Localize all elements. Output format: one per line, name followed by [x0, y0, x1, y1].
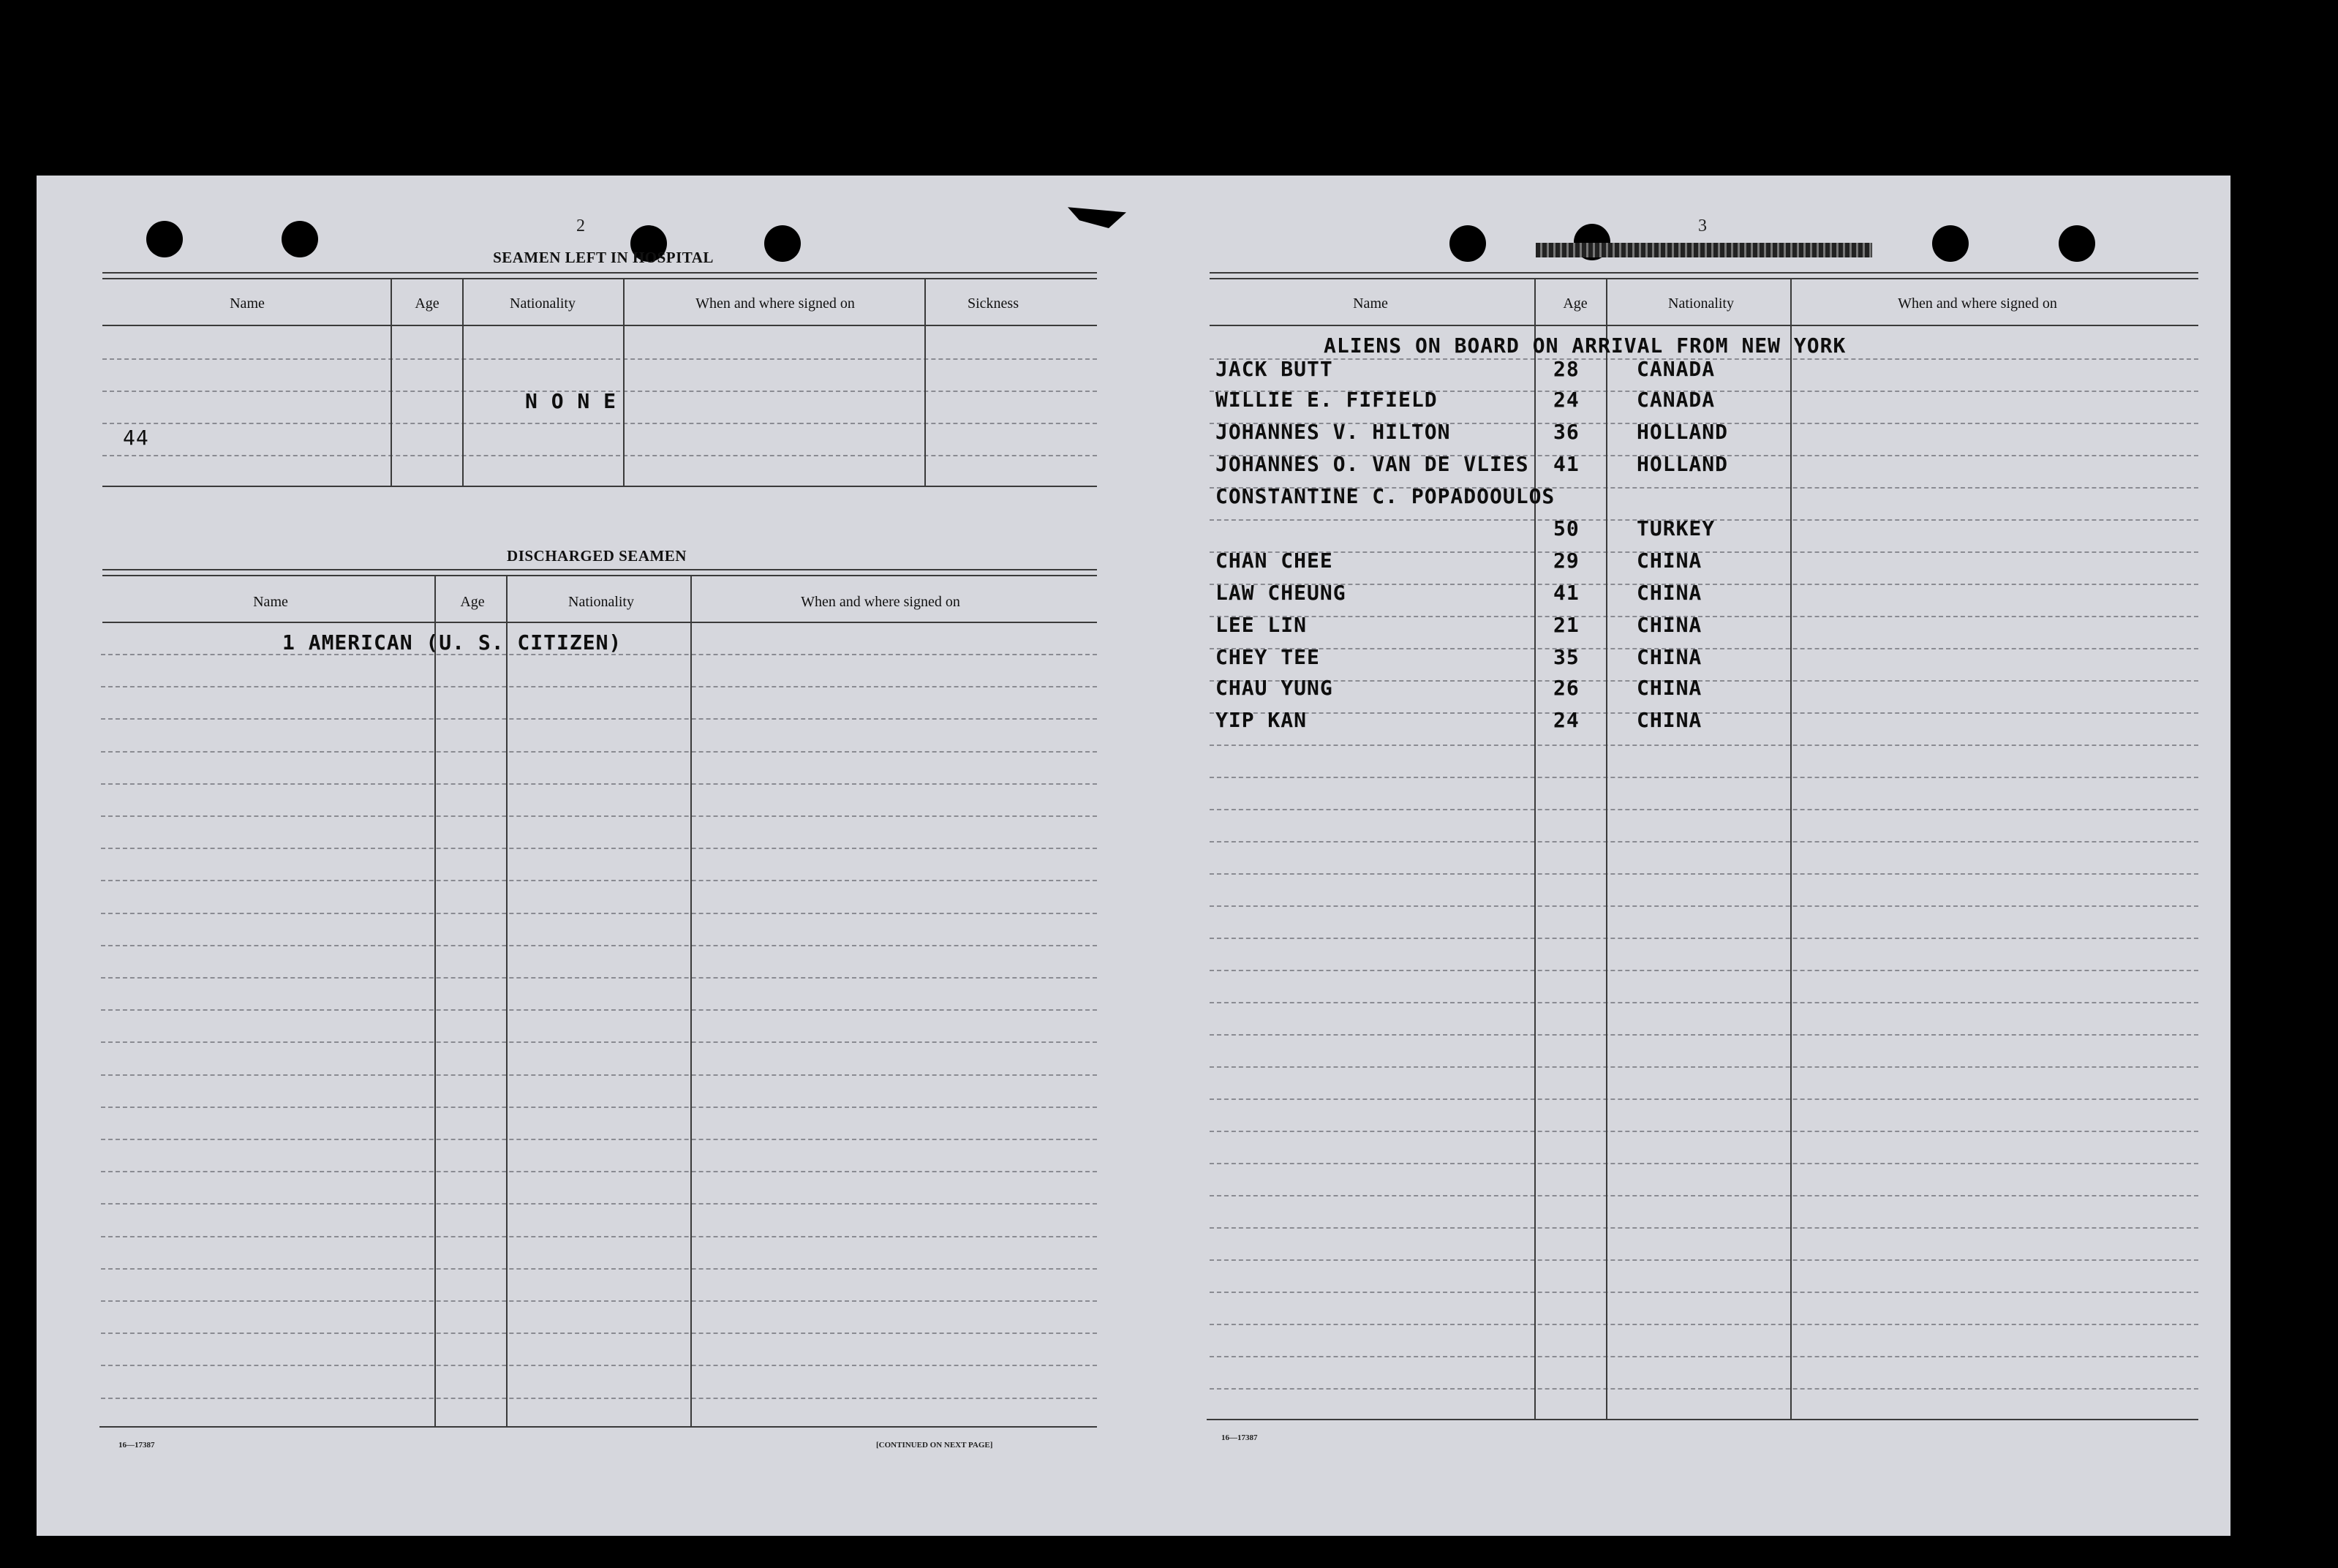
hospital-col-sickness: Sickness — [968, 295, 1019, 312]
alien-age: 50 — [1553, 516, 1580, 540]
alien-name: CHAU YUNG — [1215, 676, 1333, 700]
hospital-col-age: Age — [415, 295, 440, 312]
ruled-line — [101, 1041, 1097, 1043]
alien-nationality: TURKEY — [1637, 516, 1716, 540]
ruled-line — [1210, 1195, 2198, 1196]
ruled-line — [1210, 970, 2198, 971]
ruled-line — [1210, 1098, 2198, 1100]
alien-nationality: CHINA — [1637, 645, 1702, 669]
ruled-line — [101, 718, 1097, 720]
alien-name: JACK BUTT — [1215, 357, 1333, 381]
ruled-line — [1210, 809, 2198, 810]
alien-nationality: CANADA — [1637, 357, 1716, 381]
ruled-line — [101, 1203, 1097, 1205]
alien-name: LEE LIN — [1215, 613, 1308, 637]
ruled-line — [1210, 616, 2198, 617]
alien-age: 29 — [1553, 549, 1580, 573]
ruled-line — [101, 1236, 1097, 1237]
ruled-line — [1210, 905, 2198, 907]
right-form-number: 16—17387 — [1221, 1433, 1258, 1442]
hospital-entry-none: N O N E — [525, 389, 617, 413]
punch-hole — [1449, 225, 1486, 262]
ruled-line — [1210, 938, 2198, 939]
ruled-line — [101, 945, 1097, 946]
alien-nationality: CHINA — [1637, 549, 1702, 573]
discharged-entry: 1 AMERICAN (U. S. CITIZEN) — [282, 630, 622, 655]
discharged-title: DISCHARGED SEAMEN — [507, 547, 687, 565]
alien-age: 41 — [1553, 581, 1580, 605]
alien-age: 41 — [1553, 452, 1580, 476]
alien-age: 21 — [1553, 613, 1580, 637]
ruled-line — [101, 815, 1097, 817]
ruled-line — [1210, 1292, 2198, 1293]
ruled-line — [101, 1268, 1097, 1270]
ruled-line — [101, 751, 1097, 753]
ruled-line — [101, 880, 1097, 881]
hospital-col-name: Name — [230, 295, 265, 312]
alien-age: 36 — [1553, 420, 1580, 444]
aliens-col-nationality: Nationality — [1668, 295, 1734, 312]
ruled-line — [1210, 873, 2198, 875]
ruled-line — [101, 913, 1097, 914]
ruled-line — [101, 1398, 1097, 1399]
alien-age: 35 — [1553, 645, 1580, 669]
alien-name: JOHANNES V. HILTON — [1215, 420, 1451, 444]
ruled-line — [1210, 551, 2198, 553]
hospital-col-nationality: Nationality — [510, 295, 576, 312]
alien-name: WILLIE E. FIFIELD — [1215, 388, 1438, 412]
ruled-line — [101, 1300, 1097, 1302]
right-page-number: 3 — [1698, 216, 1707, 235]
aliens-col-age: Age — [1563, 295, 1588, 312]
ruled-line — [101, 1107, 1097, 1108]
aliens-section-heading: ALIENS ON BOARD ON ARRIVAL FROM NEW YORK — [1324, 333, 1847, 358]
ruled-line — [1210, 1388, 2198, 1390]
ruled-line — [101, 1139, 1097, 1140]
hospital-title: SEAMEN LEFT IN HOSPITAL — [493, 249, 714, 266]
alien-nationality: CANADA — [1637, 388, 1716, 412]
ruled-line — [101, 1333, 1097, 1334]
alien-nationality: HOLLAND — [1637, 420, 1729, 444]
ruled-line — [1210, 584, 2198, 585]
ruled-line — [1210, 1034, 2198, 1036]
continued-note: [CONTINUED ON NEXT PAGE] — [876, 1441, 993, 1450]
ruled-line — [1210, 777, 2198, 778]
aliens-col-signed: When and where signed on — [1898, 295, 2057, 312]
ruled-line — [101, 1365, 1097, 1366]
ruled-line — [1210, 1356, 2198, 1357]
struck-out-heading — [1536, 243, 1872, 257]
alien-age: 28 — [1553, 357, 1580, 381]
alien-nationality: CHINA — [1637, 613, 1702, 637]
ruled-line — [101, 977, 1097, 979]
alien-age: 26 — [1553, 676, 1580, 700]
alien-name: YIP KAN — [1215, 708, 1308, 732]
left-page-number: 2 — [576, 216, 585, 235]
punch-hole — [764, 225, 801, 262]
hospital-col-signed: When and where signed on — [695, 295, 855, 312]
punch-hole — [2059, 225, 2095, 262]
discharged-col-signed: When and where signed on — [801, 594, 960, 610]
left-form-number: 16—17387 — [118, 1441, 155, 1450]
ruled-line — [101, 848, 1097, 849]
punch-hole — [282, 221, 318, 257]
ruled-line — [1210, 745, 2198, 746]
alien-name: LAW CHEUNG — [1215, 581, 1346, 605]
alien-name: CHEY TEE — [1215, 645, 1320, 669]
ruled-line — [1210, 1227, 2198, 1229]
ruled-line — [1210, 680, 2198, 682]
ruled-line — [101, 1009, 1097, 1011]
punch-hole — [1932, 225, 1969, 262]
alien-nationality: HOLLAND — [1637, 452, 1729, 476]
torn-mark — [1068, 202, 1126, 228]
ruled-line — [1210, 712, 2198, 714]
discharged-col-name: Name — [253, 594, 288, 610]
manifest-sheet — [37, 176, 2230, 1536]
alien-nationality: CHINA — [1637, 581, 1702, 605]
ruled-line — [101, 783, 1097, 785]
ruled-line — [101, 1171, 1097, 1172]
aliens-col-name: Name — [1353, 295, 1388, 312]
discharged-col-age: Age — [460, 594, 485, 610]
alien-name: JOHANNES O. VAN DE VLIES — [1215, 452, 1529, 476]
ruled-line — [1210, 1066, 2198, 1068]
ruled-line — [1210, 1324, 2198, 1325]
alien-name: CHAN CHEE — [1215, 549, 1333, 573]
ruled-line — [101, 1074, 1097, 1076]
alien-nationality: CHINA — [1637, 708, 1702, 732]
discharged-col-nationality: Nationality — [568, 594, 634, 610]
ruled-line — [1210, 648, 2198, 649]
ruled-line — [1210, 1163, 2198, 1164]
alien-age: 24 — [1553, 708, 1580, 732]
ruled-line — [101, 686, 1097, 687]
ruled-line — [1210, 1131, 2198, 1132]
ruled-line — [1210, 841, 2198, 843]
ruled-line — [1210, 1002, 2198, 1003]
punch-hole — [146, 221, 183, 257]
margin-mark: 44 — [123, 426, 149, 450]
alien-age: 24 — [1553, 388, 1580, 412]
ruled-line — [1210, 1259, 2198, 1261]
alien-name: CONSTANTINE C. POPADOOULOS — [1215, 484, 1555, 508]
alien-nationality: CHINA — [1637, 676, 1702, 700]
